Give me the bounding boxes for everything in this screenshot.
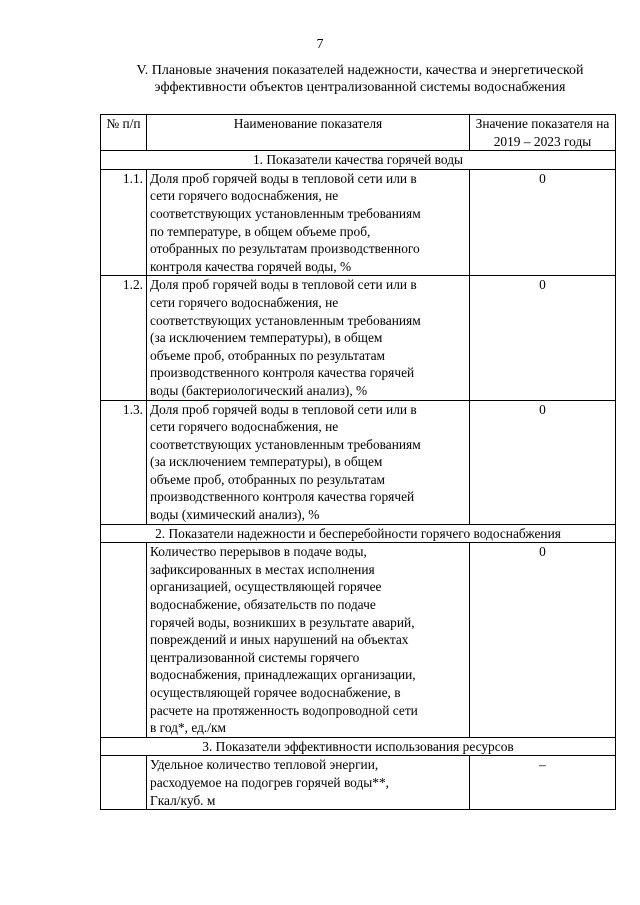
indicator-name-line: водоснабжение, обязательств по подаче [150,597,376,613]
table-row [101,543,616,738]
indicator-name-line: производственного контроля качества горячей [150,365,415,381]
indicator-name-line: Количество перерывов в подаче воды, [150,544,367,560]
indicator-name [147,756,470,810]
indicator-name-line: организацией, осуществляющей горячее [150,579,382,595]
indicator-name-line: соответствующих установленным требованиям [150,205,421,221]
indicator-name-line: производственного контроля качества горячей [150,489,415,505]
section-title: 2. Показатели надежности и бесперебойности горячего водоснабжения [101,524,616,543]
indicator-name [147,276,470,400]
section-row [101,524,616,543]
indicator-name-line: воды (бактериологический анализ), % [150,382,368,398]
indicator-name-line: объеме проб, отобранных по результатам [150,347,386,363]
indicator-name-line: отобранных по результатам производственного [150,241,420,257]
indicator-name [147,543,470,738]
header-number: № п/п [101,115,147,151]
row-number [101,756,147,810]
heading-line-2: эффективности объектов централизованной системы водоснабжения [154,80,566,95]
indicator-value: 0 [470,169,616,276]
indicator-name-line: Доля проб горячей воды в тепловой сети или в [150,170,417,186]
row-number [101,543,147,738]
table-row [101,400,616,524]
indicator-value: – [470,756,616,810]
indicator-name-line: сети горячего водоснабжения, не [150,419,339,435]
page-number: 7 [316,37,324,52]
indicator-name-line: Удельное количество тепловой энергии, [150,757,379,773]
header-value: Значение показателя на 2019 – 2023 годы [470,115,616,151]
section-heading [60,62,640,96]
indicator-name-line: осуществляющей горячее водоснабжение, в [150,685,401,700]
indicators-table [100,114,616,810]
indicator-name-line: по температуре, в общем объеме проб, [150,223,371,239]
indicator-name-line: Доля проб горячей воды в тепловой сети или в [150,401,417,417]
table-header-row [101,115,616,151]
section-title: 1. Показатели качества горячей воды [101,151,616,170]
indicator-name-line: расходуемое на подогрев горячей воды**, [150,774,390,790]
indicator-name-line: (за исключением температуры), в общем [150,454,383,470]
indicator-name-line: соответствующих установленным требованиям [150,312,421,328]
indicator-name-line: контроля качества горячей воды, % [150,258,352,274]
header-name: Наименование показателя [147,115,470,151]
indicator-name-line: объеме проб, отобранных по результатам [150,471,386,487]
heading-line-1: V. Плановые значения показателей надежности, качества и энергетической [136,63,584,78]
indicator-name-line: сети горячего водоснабжения, не [150,188,339,204]
indicator-name-line: Гкал/куб. м [150,792,216,808]
indicator-name-line: расчете на протяженность водопроводной сети [150,702,418,718]
section-row [101,737,616,756]
indicator-name-line: (за исключением температуры), в общем [150,330,383,346]
indicator-name-line: воды (химический анализ), % [150,507,320,523]
indicator-name [147,400,470,524]
indicator-name [147,169,470,276]
table-row [101,756,616,810]
indicator-value: 0 [470,276,616,400]
table-row [101,169,616,276]
indicator-name-line: горячей воды, возникших в результате аварий, [150,614,415,630]
indicator-name-line: соответствующих установленным требованиям [150,436,421,452]
indicator-value: 0 [470,543,616,738]
table-row [101,276,616,400]
row-number: 1.2. [101,276,147,400]
indicator-name-line: водоснабжения, принадлежащих организации, [150,667,416,683]
row-number: 1.1. [101,169,147,276]
indicator-name-line: повреждений и иных нарушений на объектах [150,632,409,648]
section-row [101,151,616,170]
indicator-name-line: сети горячего водоснабжения, не [150,294,339,310]
row-number: 1.3. [101,400,147,524]
indicator-value: 0 [470,400,616,524]
section-title: 3. Показатели эффективности использования ресурсов [101,737,616,756]
indicator-name-line: в год*, ед./км [150,720,226,736]
indicator-name-line: Доля проб горячей воды в тепловой сети или в [150,277,417,293]
indicator-name-line: зафиксированных в местах исполнения [150,561,375,577]
indicator-name-line: централизованной системы горячего [150,649,360,665]
